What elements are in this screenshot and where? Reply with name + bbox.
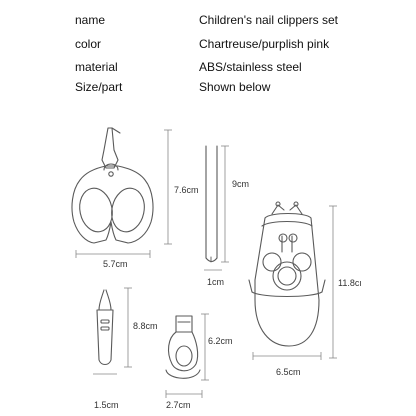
file-width-label: 1cm [207,277,225,287]
case-height-label: 11.8cı [338,278,362,288]
nail-file-drawing [206,146,217,262]
file-height-label: 9cm [232,179,250,189]
tweezers-height-label: 8.8cm [133,321,158,331]
tweezers-width-label: 1.5cm [94,400,119,410]
spec-value-material: ABS/stainless steel [199,60,302,74]
nail-scissors-drawing [72,128,153,243]
spec-value-color: Chartreuse/purplish pink [199,37,330,51]
tweezers-drawing [97,290,113,365]
scissors-dimension-guides [76,130,172,258]
scissors-height-label: 7.6cm [174,185,199,195]
spec-label-material: material [75,60,118,74]
storage-case-drawing [249,202,325,346]
spec-value-size-part: Shown below [199,80,271,94]
clipper-width-label: 2.7cm [166,400,191,410]
scissors-width-label: 5.7cm [103,259,128,269]
spec-label-color: color [75,37,102,51]
clipper-height-label: 6.2cm [208,336,233,346]
nail-clipper-drawing [166,316,200,378]
spec-label-name: name [75,13,106,27]
spec-label-size-part: Size/part [75,80,123,94]
spec-value-name: Children's nail clippers set [199,13,339,27]
clipper-dimension-guides [166,314,209,398]
case-width-label: 6.5cm [276,367,301,377]
